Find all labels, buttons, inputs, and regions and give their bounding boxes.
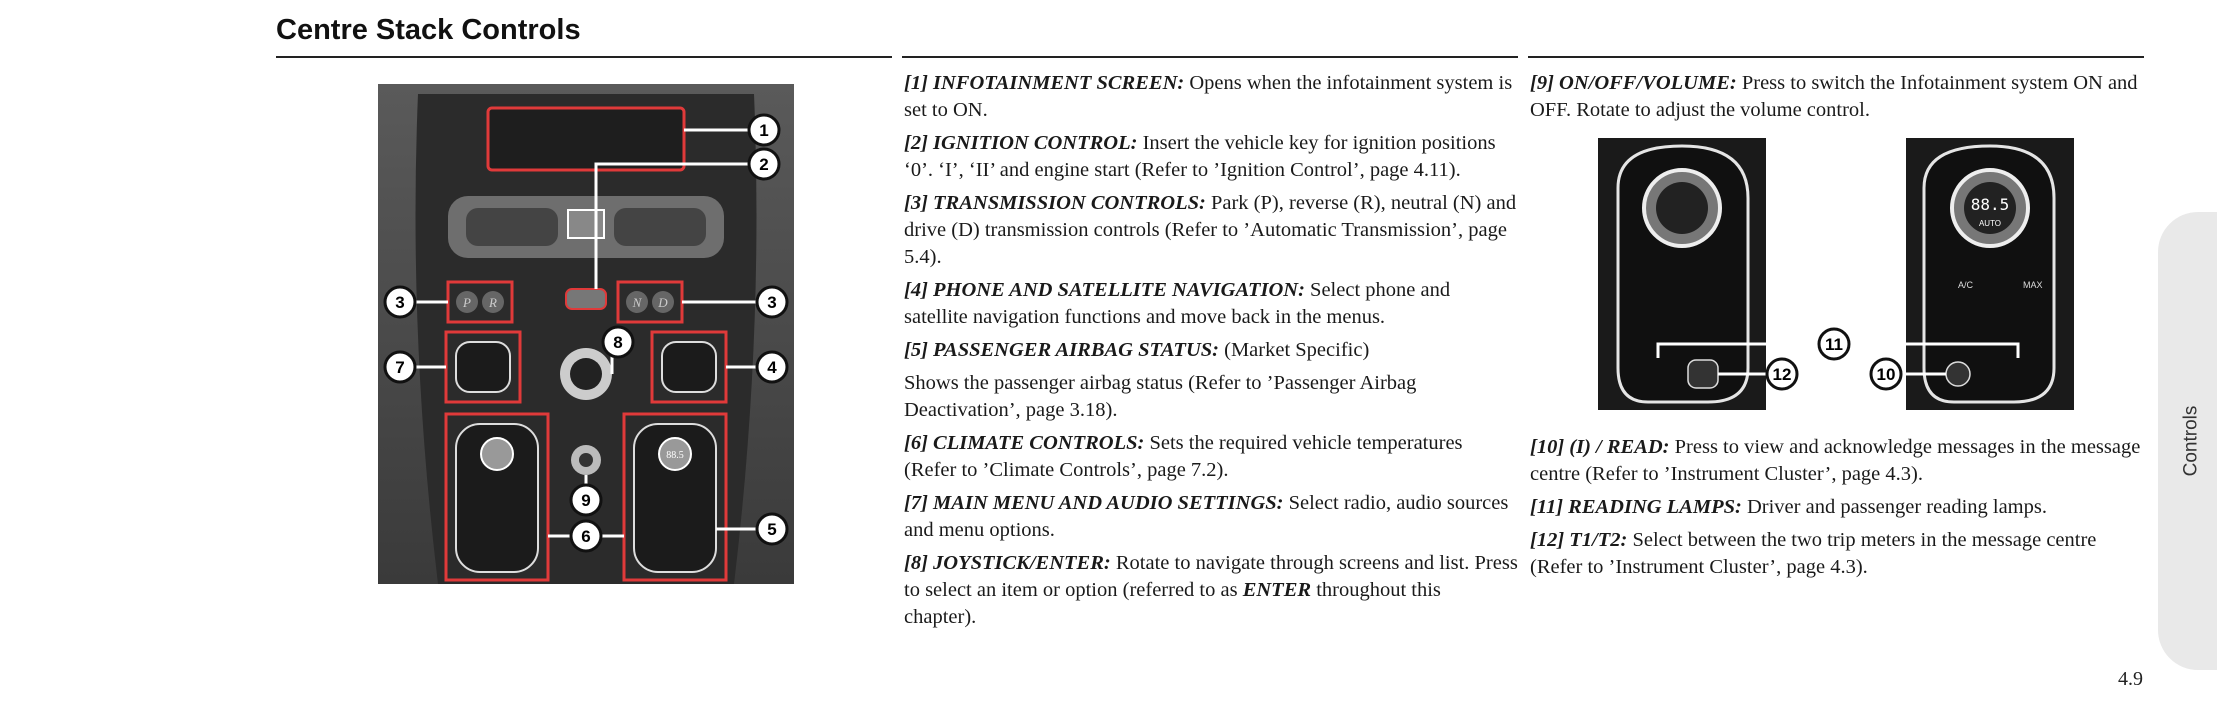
item-6: [6] CLIMATE CONTROLS: Sets the required vehicle temperatures (Refer to ’Climate Controls’, page 7.2). — [904, 432, 1463, 481]
svg-text:12: 12 — [1772, 365, 1792, 384]
svg-text:2: 2 — [759, 155, 769, 174]
svg-text:4: 4 — [767, 358, 777, 377]
menu-audio-buttons — [456, 342, 510, 392]
svg-text:3: 3 — [395, 293, 405, 312]
item-7: [7] MAIN MENU AND AUDIO SETTINGS: Select radio, audio sources and menu options. — [904, 492, 1509, 541]
item-12: [12] T1/T2: Select between the two trip meters in the message centre (Refer to ’Instrument Cluster’, page 4.3). — [1530, 529, 2097, 578]
svg-text:9: 9 — [581, 491, 591, 510]
climate-display-text: 88.5 — [666, 450, 684, 461]
t1-t2-button — [1688, 360, 1718, 388]
item-5-detail: Shows the passenger airbag status (Refer to ’Passenger Airbag Deactivation’, page 3.18). — [904, 372, 1417, 421]
svg-text:5: 5 — [767, 520, 777, 539]
item-10: [10] (I) / READ: Press to view and acknowledge messages in the message centre (Refer to ’Instrument Cluster’, page 4.3). — [1530, 436, 2141, 485]
svg-text:10: 10 — [1876, 365, 1896, 384]
reverse-letter: R — [489, 295, 497, 310]
right-text-column-top — [1530, 70, 2142, 130]
svg-text:88.5: 88.5 — [1970, 195, 2010, 214]
left-air-vent — [466, 208, 558, 246]
page-title: Centre Stack Controls — [276, 14, 581, 46]
item-11: [11] READING LAMPS: Driver and passenger reading lamps. — [1530, 496, 2047, 518]
title-rule-left — [276, 56, 892, 58]
key-slot — [566, 289, 606, 309]
svg-text:1: 1 — [759, 121, 769, 140]
ignition-slot — [568, 210, 604, 238]
drive-letter: D — [658, 295, 668, 310]
item-2: [2] IGNITION CONTROL: Insert the vehicle key for ignition positions ‘0’. ‘I’, ‘II’ and engine start (Refer to ’Ignition Control’, page 4.11). — [904, 132, 1496, 181]
item-5: [5] PASSENGER AIRBAG STATUS: (Market Specific) — [904, 339, 1370, 361]
svg-text:A/C: A/C — [1958, 280, 1974, 290]
item-8: [8] JOYSTICK/ENTER: Rotate to navigate through screens and list. Press to select an item or option (referred to as ENTER throughout this chapter). — [904, 552, 1518, 628]
svg-text:6: 6 — [581, 527, 591, 546]
item-3: [3] TRANSMISSION CONTROLS: Park (P), reverse (R), neutral (N) and drive (D) transmission controls (Refer to ’Automatic Transmission’, page 5.4). — [904, 192, 1517, 268]
centre-stack-illustration — [378, 84, 794, 584]
infotainment-screen — [488, 108, 684, 170]
item-9: [9] ON/OFF/VOLUME: Press to switch the Infotainment system ON and OFF. Rotate to adjust the volume control. — [1530, 72, 2138, 121]
svg-text:7: 7 — [395, 358, 405, 377]
right-text-column-bottom — [1530, 434, 2142, 587]
read-button — [1946, 362, 1970, 386]
svg-text:11: 11 — [1825, 335, 1843, 354]
item-4: [4] PHONE AND SATELLITE NAVIGATION: Select phone and satellite navigation functions and move back in the menus. — [904, 279, 1451, 328]
phone-nav-buttons — [662, 342, 716, 392]
svg-text:8: 8 — [613, 333, 623, 352]
joystick-knob — [570, 358, 602, 390]
middle-text-column — [904, 70, 1518, 637]
climate-panels-illustration — [1598, 138, 2078, 418]
section-side-label: Controls — [2180, 405, 2202, 477]
item-1: [1] INFOTAINMENT SCREEN: Opens when the infotainment system is set to ON. — [904, 72, 1513, 121]
park-letter: P — [463, 295, 471, 310]
neutral-letter: N — [632, 295, 642, 310]
title-rule-middle — [902, 56, 1518, 58]
right-air-vent — [614, 208, 706, 246]
page-number: 4.9 — [2118, 668, 2143, 690]
svg-text:AUTO: AUTO — [1978, 219, 2002, 228]
svg-text:MAX: MAX — [2023, 280, 2043, 290]
svg-text:3: 3 — [767, 293, 777, 312]
title-rule-right — [1528, 56, 2144, 58]
